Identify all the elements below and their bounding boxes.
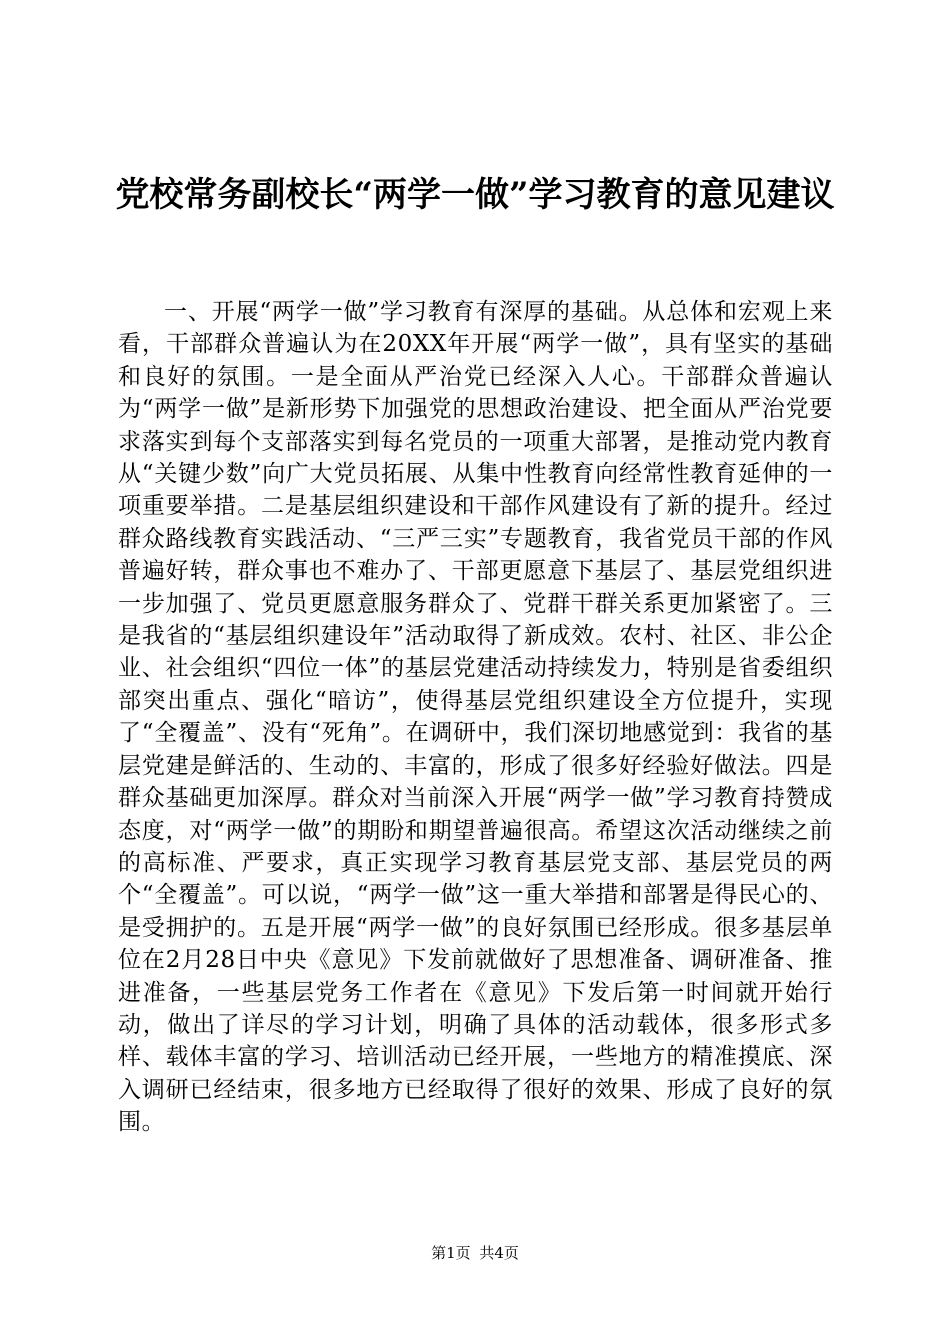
body-paragraph: 一、开展“两学一做”学习教育有深厚的基础。从总体和宏观上来看，干部群众普遍认为在20XX年开展“两学一做”，具有坚实的基础和良好的氛围。一是全面从严治党已经深入人心。干部群众普遍认为“两学一做”是新形势下加强党的思想政治建设、把全面从严治党要求落实到每个支部落实到每名党员的一项重大部署，是推动党内教育从“关键少数”向广大党员拓展、从集中性教育向经常性教育延伸的一项重要举措。二是基层组织建设和干部作风建设有了新的提升。经过群众路线教育实践活动、“三严三实”专题教育，我省党员干部的作风普遍好转，群众事也不难办了、干部更愿意下基层了、基层党组织进一步加强了、党员更愿意服务群众了、党群干群关系更加紧密了。三是我省的“基层组织建设年”活动取得了新成效。农村、社区、非公企业、社会组织“四位一体”的基层党建活动持续发力，特别是省委组织部突出重点、强化“暗访”，使得基层党组织建设全方位提升，实现了“全覆盖”、没有“死角”。在调研中，我们深切地感觉到：我省的基层党建是鲜活的、生动的、丰富的，形成了很多好经验好做法。四是群众基础更加深厚。群众对当前深入开展“两学一做”学习教育持赞成态度，对“两学一做”的期盼和期望普遍很高。希望这次活动继续之前的高标准、严要求，真正实现学习教育基层党支部、基层党员的两个“全覆盖”。可以说，“两学一做”这一重大举措和部署是得民心的、是受拥护的。五是开展“两学一做”的良好氛围已经形成。很多基层单位在2月28日中央《意见》下发前就做好了思想准备、调研准备、推进准备，一些基层党务工作者在《意见》下发后第一时间就开始行动，做出了详尽的学习计划，明确了具体的活动载体，很多形式多样、载体丰富的学习、培训活动已经开展，一些地方的精准摸底、深入调研已经结束，很多地方已经取得了很好的效果、形成了良好的氛围。 — [118, 299, 833, 1136]
page-number-current: 第1页 — [431, 1244, 471, 1262]
document-title: 党校常务副校长“两学一做”学习教育的意见建议 — [115, 175, 835, 215]
page-footer — [0, 1243, 950, 1263]
page-number-total: 共4页 — [479, 1244, 519, 1262]
